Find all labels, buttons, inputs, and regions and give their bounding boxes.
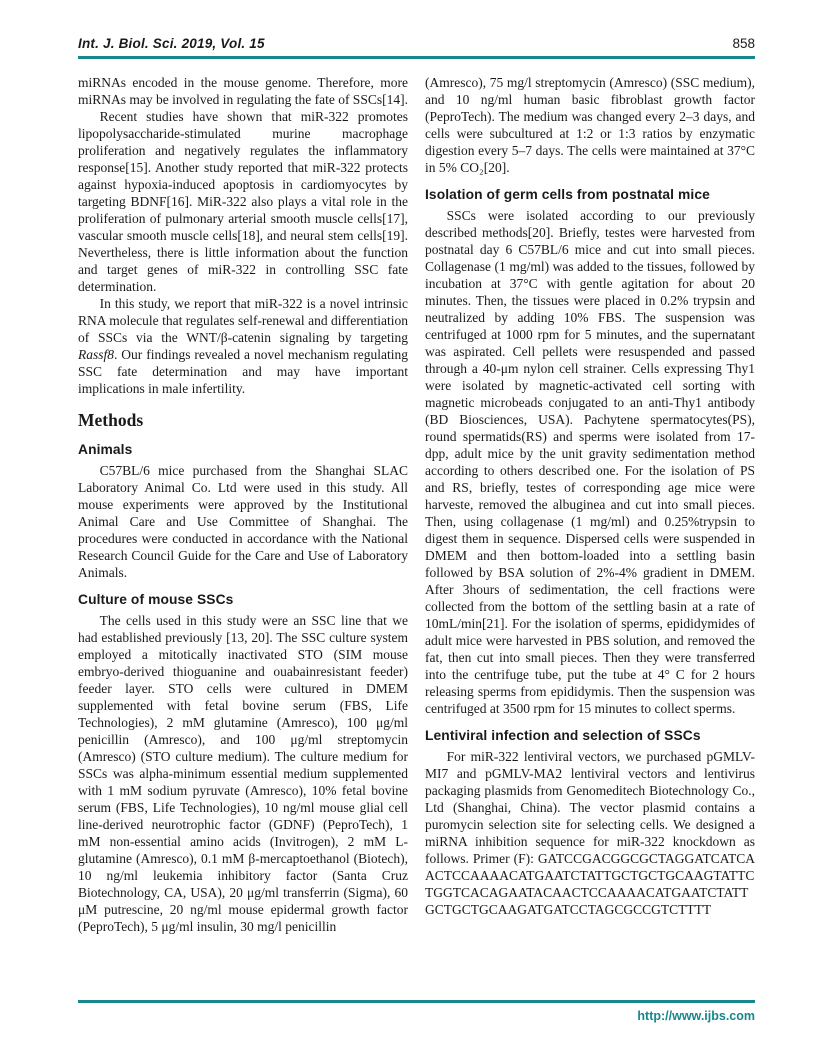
paragraph-text: In this study, we report that miR-322 is a novel intrinsic RNA molecule that regulates self-renewal and differentiation of SSCs via the WNT/β-catenin signaling by targeting (78, 296, 408, 345)
page-header (78, 36, 755, 59)
paragraph-text: For miR-322 lentiviral vectors, we purchased pGMLV-MI7 and pGMLV-MA2 lentiviral vectors and lentivirus packaging plasmids from Genomeditech Biotechnology Co., Ltd (Shanghai, China). The vector plasmid contains a puromycin selection site for selecting cells. We designed a miRNA inhibition sequence for miR-322 knockdown as follows. Primer (F): (425, 749, 755, 866)
subsection-heading-lentiviral: Lentiviral infection and selection of SSCs (425, 728, 701, 743)
subsection-heading-culture: Culture of mouse SSCs (78, 592, 234, 607)
page-number: 858 (732, 36, 755, 51)
paragraph: Recent studies have shown that miR-322 promotes lipopolysaccharide-stimulated murine macrophage proliferation and negatively regulates the inflammatory response[15]. Another study reported that miR-322 protects against hypoxia-induced apoptosis in cardiomyocytes by targeting BDNF[16]. MiR-322 also plays a vital role in the proliferation of pulmonary arterial smooth muscle cells[17], vascular smooth muscle cells[18], and neural stem cells[19]. Nevertheless, there is little information about the function and target genes of miR-322 in controlling SSC fate determination. (78, 109, 408, 294)
subsection-heading-animals: Animals (78, 442, 133, 457)
two-column-body (78, 74, 755, 935)
paragraph: (Amresco), 75 mg/l streptomycin (Amresco) (SSC medium), and 10 ng/ml human basic fibroblast growth factor (PeproTech). The medium was changed every 2–3 days, and cells were subcultured at 1:2 or 1:3 ratios by enzymatic digestion every 5–7 days. The cells were maintained at 37°C in 5% CO₂[20]. (425, 75, 755, 175)
italic-gene-name: Rassf8 (78, 347, 115, 362)
column-left (78, 74, 408, 935)
footer-rule (78, 1000, 755, 1003)
subsection-heading-isolation: Isolation of germ cells from postnatal mice (425, 187, 710, 202)
paragraph (78, 295, 408, 397)
paragraph: SSCs were isolated according to our previously described methods[20]. Briefly, testes were harvested from postnatal day 6 C57BL/6 mice and cut into small pieces. Collagenase (1 mg/ml) was added to the tissues, followed by incubation at 37°C with gentle agitation for about 20 minutes. Then, the tissues were placed in 0.2% trypsin and neutralized by adding 10% FBS. The suspension was centrifuged at 1000 rpm for 5 minutes, and the supernatant was aspirated. Cell pellets were resuspended and passed through a 40-μm nylon cell strainer. Cells expressing Thy1 were isolated by magnetic-activated cell sorting with magnetic microbeads conjugated to an anti-Thy1 antibody (BD Biosciences, USA). Pachytene spermatocytes(PS), round spermatids(RS) and sperms were isolated from 17-dpp, adult mice by the unit gravity sedimentation method according to others described one. For the isolation of PS and RS, briefly, testes of corresponding age mice were harveste, removed the albuginea and cut into small pieces. Then, using collagenase (1 mg/ml) and 0.25%trypsin to digest them in sequence. Dispersed cells were suspended in DMEM and then bottom-loaded into a settling basin followed by BSA solution of 2%-4% gradient in DMEM. After 3hours of sedimentation, the cell fractions were collected from the bottom of the settling basin at a rate of 10mL/min[21]. For the isolation of sperms, epididymides of adult mice were harvested in PBS solution, and removed the fat, then cut into small pieces. Then they were transferred into the centrifuge tube, put the tube at 4° C for 2 hours releasing sperms from epididymis. Then the suspension was centrifuged at 3500 rpm for 15 minutes to collect sperms. (425, 208, 755, 716)
journal-title: Int. J. Biol. Sci. 2019, Vol. 15 (78, 36, 265, 51)
journal-url-link[interactable]: http://www.ijbs.com (637, 1009, 755, 1023)
paragraph: The cells used in this study were an SSC line that we had established previously [13, 20]. The SSC culture system employed a mitotically inactivated STO (SIM mouse embryo-derived thioguanine and ouabainresistant feeder) feeder layer. STO cells were cultured in DMEM supplemented with fetal bovine serum (FBS, Life Technologies), 2 mM glutamine (Amresco), 100 μg/ml penicillin (Amresco), and 100 μg/ml streptomycin (Amresco) (STO culture medium). The culture medium for SSCs was alpha-minimum essential medium supplemented with 1 mM sodium pyruvate (Amresco), 10% fetal bovine serum (FBS, Life Technologies), 10 ng/ml mouse glial cell line-derived neurotrophic factor (GDNF) (PeproTech), 1 mM non-essential amino acids (Invitrogen), 2 mM L-glutamine (Amresco), 0.1 mM β-mercaptoethanol (Biotech), 10 ng/ml leukemia inhibitory factor (Santa Cruz Biotechnology, CA, USA), 20 μg/ml transferrin (Sigma), 60 μM putrescine, 20 ng/ml mouse epidermal growth factor (PeproTech), 5 μg/ml insulin, 30 mg/l penicillin (78, 613, 408, 934)
paragraph (425, 748, 755, 918)
paragraph: C57BL/6 mice purchased from the Shanghai SLAC Laboratory Animal Co. Ltd were used in this study. All mouse experiments were approved by the Institutional Animal Care and Use Committee of Shanghai. The procedures were conducted in accordance with the National Research Council Guide for the Care and Use of Laboratory Animals. (78, 463, 408, 580)
primer-dna-sequence: GATCCGACGGCGCTAGGATCATCAACTCCAAAACATGAATCTATTGCTGCTGCAAGTATTCTGGTCACAGAATACAACTCCAAAACATGAATCTATTGCTGCTGCAAGATGATCCTAGCGCCGTCTTTT (425, 851, 755, 917)
column-right (425, 74, 755, 935)
section-heading-methods: Methods (78, 410, 144, 430)
paragraph-text: . Our findings revealed a novel mechanism regulating SSC fate determination and may have important implications in male infertility. (78, 347, 408, 396)
paragraph: miRNAs encoded in the mouse genome. Therefore, more miRNAs may be involved in regulating the fate of SSCs[14]. (78, 75, 408, 107)
